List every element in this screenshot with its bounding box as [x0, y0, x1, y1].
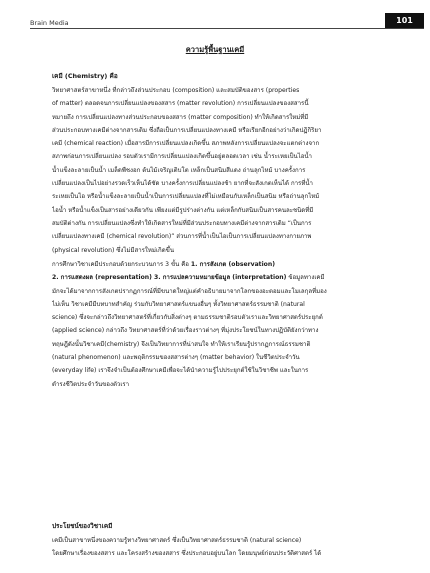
- paragraph-line: น้ำแข็งละลายเป็นน้ำ เมล็ดพืชงอก ต้นไม้เจริญเติบโต เหล็กเป็นสนิมสีแดง ถ่านลุกไหม้ บางครั้งการ: [52, 166, 306, 174]
- paragraph-line: ไอน้ำ หรือน้ำแข็งเป็นสารอย่างเดียวกัน เพียงแต่มีรูปร่างต่างกัน แต่เหล็กกับสนิมเป็นสารคนละชนิดที่มี: [52, 206, 314, 214]
- paragraph-line: เปลี่ยนแปลงทางเคมี (chemical revolution)” ส่วนการที่น้ำเป็นไอเป็นการเปลี่ยนแปลงทางกายภาพ: [52, 233, 312, 241]
- paragraph-process: [52, 258, 386, 391]
- paragraph-line: ระเหยเป็นไอ หรือน้ำแข็งละลายเป็นน้ำเป็นการเปลี่ยนแปลงที่ไม่เหมือนกับเหล็กเป็นสนิม หรือถ่านลุกไหม้: [52, 193, 320, 201]
- paragraph-definition: [52, 84, 386, 257]
- bold-observation: 1. การสังเกต (observation): [190, 261, 275, 268]
- bold-steps: 2. การแสดงผล (representation) 3. การแปลความหมายข้อมูล (interpretation): [52, 274, 287, 282]
- paragraph-line: หมายถึง การเปลี่ยนแปลงทางส่วนประกอบของสสาร (matter composition) ทำให้เกิดสารใหม่ที่มี: [52, 113, 309, 121]
- paragraph-line: โดยศึกษาเรื่องของสสาร และโครงสร้างของสสาร ซึ่งประกอบอยู่บนโลก โดยมนุษย์ก่อนประวัติศาสตร์ ได้: [52, 550, 322, 558]
- paragraph-line: 2. การแสดงผล (representation) 3. การแปลความหมายข้อมูล (interpretation) ข้อมูลทางเคมี: [52, 274, 325, 282]
- page-number-badge: 101: [385, 13, 424, 28]
- paragraph-line: สภาพก่อนการเปลี่ยนแปลง รอบตัวเรามีการเปลี่ยนแปลงเกิดขึ้นอยู่ตลอดเวลา เช่น น้ำระเหยเป็นไอน้ำ: [52, 153, 312, 161]
- section-heading-chemistry: เคมี (Chemistry) คือ: [52, 72, 118, 80]
- paragraph-line: วิทยาศาสตร์สาขาหนึ่ง ที่กล่าวถึงส่วนประกอบ (composition) และสมบัติของสาร (properties: [52, 87, 300, 94]
- paragraph-line: science) ซึ่งจะกล่าวถึงวิทยาศาสตร์ที่เกี่ยวกับสิ่งต่างๆ ตามธรรมชาติรอบตัวเราและวิทยาศาสตร์ประยุกต์: [52, 314, 323, 322]
- paragraph-line: เคมี (chemical reaction) เมื่อสารมีการเปลี่ยนแปลงเกิดขึ้น สภาพหลังการเปลี่ยนแปลงจะแตกต่างจาก: [52, 140, 320, 148]
- paragraph-line: ทฤษฎีดังนั้นวิชาเคมี(chemistry) จึงเป็นวิทยาการที่น่าสนใจ ทำให้เราเรียนรู้ปรากฏการณ์ธรรมชาติ: [52, 340, 311, 348]
- header-divider: [30, 28, 424, 29]
- paragraph-line: of matter) ตลอดจนการเปลี่ยนแปลงของสสาร (matter revolution) การเปลี่ยนแปลงของสสารนี้: [52, 100, 309, 108]
- paragraph-line: ส่วนประกอบทางเคมีต่างจากสารเดิม ซึ่งถือเป็นการเปลี่ยนแปลงทางเคมี หรือเรียกอีกอย่างว่าเกิดปฏิกิริยา: [52, 126, 322, 134]
- paragraph-line: มักจะได้มาจากการสังเกตปรากฏการณ์ที่มีขนาดใหญ่แต่คำอธิบายมาจากโลกของอะตอมและโมเลกุลที่มอง: [52, 287, 327, 295]
- paragraph-line: เปลี่ยนแปลงเป็นไปอย่างรวดเร็วเห็นได้ชัด บางครั้งการเปลี่ยนแปลงช้า ยากที่จะสังเกตเห็นได้ การที่น้ำ: [52, 180, 313, 188]
- paragraph-line: สมบัติต่างกัน การเปลี่ยนแปลงซึ่งทำให้เกิดสารใหม่ที่มีส่วนประกอบทางเคมีต่างจากสารเดิม “เป็นการ: [52, 219, 312, 227]
- paragraph-line: เคมีเป็นสาขาหนึ่งของความรู้ทางวิทยาศาสตร์ ซึ่งเป็นวิทยาศาสตร์ธรรมชาติ (natural science): [52, 537, 302, 544]
- paragraph-line: (everyday life) เราจึงจำเป็นต้องศึกษาเคมีเพื่อจะได้นำความรู้ไปประยุกต์ใช้ในวิชาชีพ และในการ: [52, 367, 309, 375]
- paragraph-line: (natural phenomenon) และพฤติกรรมของสสารต่างๆ (matter behavior) ในชีวิตประจำวัน: [52, 354, 300, 362]
- page-title: ความรู้พื้นฐานเคมี: [185, 45, 245, 54]
- paragraph-line: (physical revolution) ซึ่งไม่มีสารใหม่เกิดขึ้น: [52, 246, 174, 254]
- paragraph-benefits: [52, 534, 386, 561]
- section-heading-benefits: ประโยชน์ของวิชาเคมี: [52, 522, 113, 530]
- publisher-name: Brain Media: [30, 19, 69, 27]
- paragraph-line: ไม่เห็น วิชาเคมีมีบทบาทสำคัญ ร่วมกับวิทยาศาสตร์แขนงอื่นๆ ทั้งวิทยาศาสตร์ธรรมชาติ (natural: [52, 300, 305, 308]
- paragraph-line: การศึกษาวิชาเคมีประกอบด้วยกระบวนการ 3 ขั้น คือ 1. การสังเกต (observation): [52, 261, 275, 268]
- paragraph-line: ดำรงชีวิตประจำวันของตัวเรา: [52, 380, 130, 388]
- paragraph-line: (applied science) กล่าวถึง วิทยาศาสตร์ที่ว่าด้วยเรื่องราวต่างๆ ที่มุ่งประโยชน์ในทางปฏิบัติยังกว่าทาง: [52, 327, 319, 335]
